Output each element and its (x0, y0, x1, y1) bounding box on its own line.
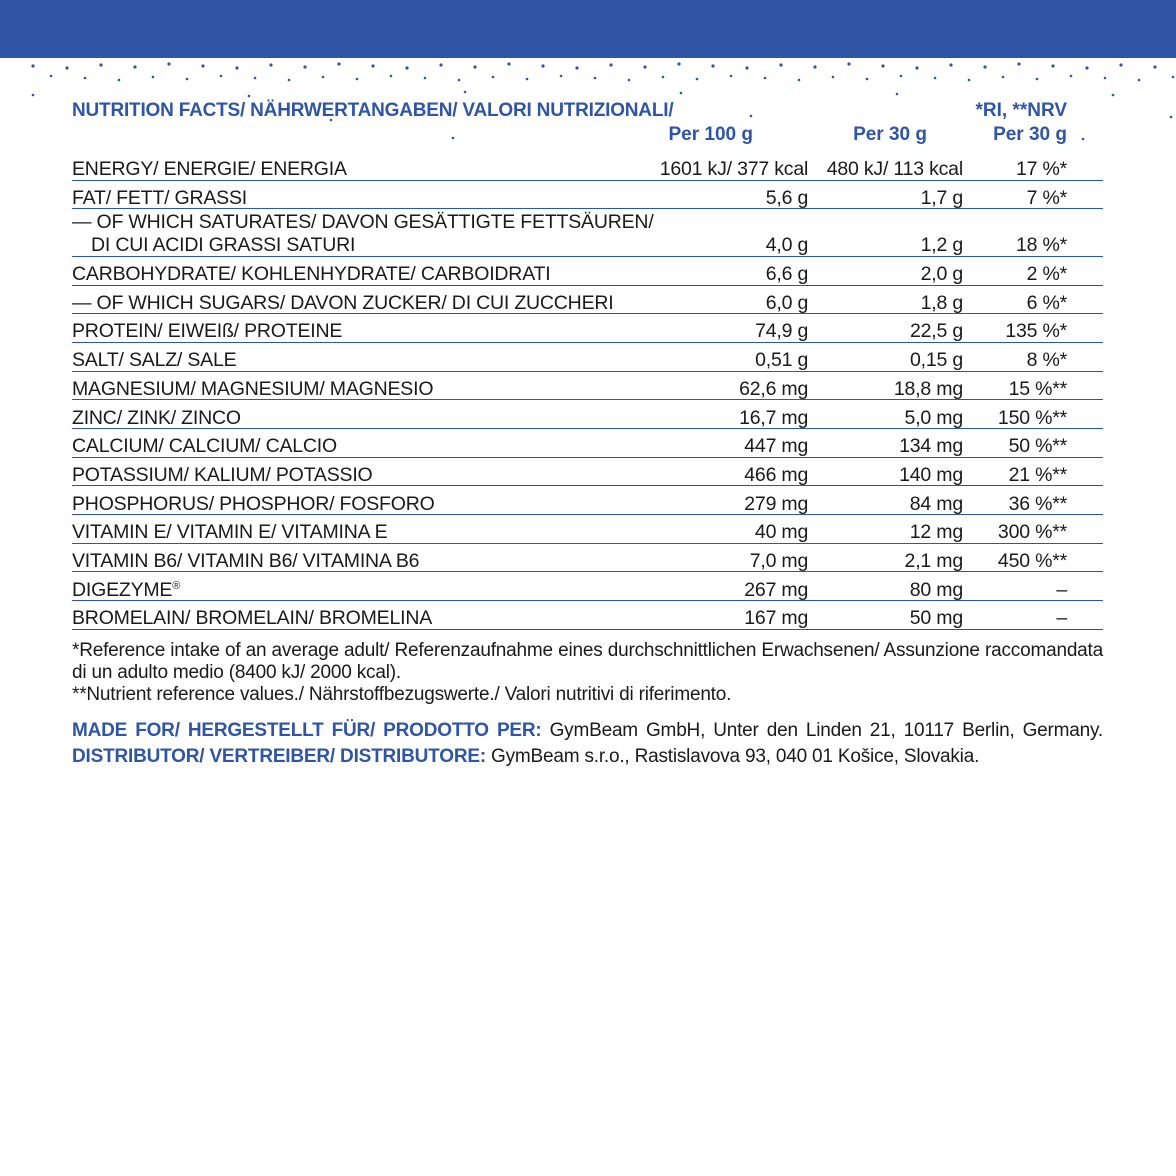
decorative-dot (643, 65, 646, 68)
value-per-30g: 2,1 mg (808, 543, 963, 572)
decorative-dot (696, 78, 699, 81)
decorative-dot (1112, 94, 1115, 97)
decorative-dot (628, 79, 631, 82)
distributor-value: GymBeam s.r.o., Rastislavova 93, 040 01 Košice, Slovakia. (485, 745, 980, 767)
value-per-100g: 447 mg (654, 429, 809, 458)
decorative-dot (900, 75, 903, 78)
column-per-30g: Per 30 g (853, 124, 927, 145)
ri-percent: 150 %** (963, 400, 1103, 429)
ri-percent: 2 %* (963, 256, 1103, 285)
distributor-line (72, 744, 1103, 770)
decorative-dot (65, 66, 68, 69)
made-for-value: GymBeam GmbH, Unter den Linden 21, 10117 Berlin, Germany. (541, 719, 1103, 741)
table-row (72, 256, 1103, 285)
nutrient-name (72, 209, 654, 257)
decorative-dot (235, 66, 238, 69)
table-row (72, 429, 1103, 458)
decorative-dot (458, 79, 461, 82)
table-row (72, 152, 1103, 180)
ri-percent: 8 %* (963, 342, 1103, 371)
decorative-dot (866, 78, 869, 81)
decorative-dot (779, 63, 782, 66)
value-per-30g: 1,2 g (808, 209, 963, 257)
decorative-dot (949, 63, 952, 66)
decorative-dot (464, 91, 467, 94)
manufacturer-info (72, 718, 1103, 770)
decorative-dot (745, 66, 748, 69)
value-per-100g: 6,6 g (654, 256, 809, 285)
value-per-100g: 1601 kJ/ 377 kcal (654, 152, 809, 180)
value-per-100g: 7,0 mg (654, 543, 809, 572)
header-band (0, 0, 1176, 58)
value-per-30g: 18,8 mg (808, 371, 963, 400)
ri-percent: 135 %* (963, 314, 1103, 343)
decorative-dot (934, 77, 937, 80)
table-row (72, 285, 1103, 314)
nutrient-name: CARBOHYDRATE/ KOHLENHYDRATE/ CARBOIDRATI (72, 256, 654, 285)
ri-percent: 300 %** (963, 515, 1103, 544)
ri-percent: 50 %** (963, 429, 1103, 458)
decorative-dot (609, 63, 612, 66)
decorative-dot (133, 65, 136, 68)
table-row (72, 209, 1103, 257)
decorative-dot (1119, 63, 1122, 66)
table-header (72, 100, 1103, 152)
nutrient-name: PHOSPHORUS/ PHOSPHOR/ FOSFORO (72, 486, 654, 515)
value-per-30g: 50 mg (808, 601, 963, 630)
decorative-dot (1036, 78, 1039, 81)
nutrient-name: SALT/ SALZ/ SALE (72, 342, 654, 371)
decorative-dot (337, 62, 340, 65)
decorative-dot (1153, 65, 1156, 68)
decorative-dot (881, 64, 884, 67)
nutrient-name: MAGNESIUM/ MAGNESIUM/ MAGNESIO (72, 371, 654, 400)
decorative-dot (303, 65, 306, 68)
nutrient-name: PROTEIN/ EIWEIß/ PROTEINE (72, 314, 654, 343)
table-row (72, 572, 1103, 601)
ri-percent: 36 %** (963, 486, 1103, 515)
value-per-30g: 140 mg (808, 457, 963, 486)
ri-percent: – (963, 601, 1103, 630)
nutrient-name: VITAMIN E/ VITAMIN E/ VITAMINA E (72, 515, 654, 544)
value-per-30g: 480 kJ/ 113 kcal (808, 152, 963, 180)
decorative-dot (677, 62, 680, 65)
decorative-dot (405, 66, 408, 69)
decorative-dot (594, 77, 597, 80)
decorative-dot (84, 77, 87, 80)
value-per-100g: 267 mg (654, 572, 809, 601)
decorative-dot (1002, 76, 1005, 79)
registered-mark: ® (172, 579, 181, 592)
nutrient-name: — OF WHICH SUGARS/ DAVON ZUCKER/ DI CUI ZUCCHERI (72, 285, 654, 314)
decorative-dot (541, 64, 544, 67)
nrv-note: **Nutrient reference values./ Nährstoffbezugswerte./ Valori nutritivi di riferimento. (72, 683, 732, 705)
value-per-30g: 134 mg (808, 429, 963, 458)
decorative-dot (31, 64, 34, 67)
made-for-line (72, 718, 1103, 744)
decorative-dot (764, 77, 767, 80)
decorative-dot (730, 75, 733, 78)
decorative-dot (32, 94, 35, 97)
decorative-dot (186, 78, 189, 81)
reference-intake-note: *Reference intake of an average adult/ Referenzaufnahme eines durchschnittlichen Erwachsenen/ Assunzione raccomandata di un adulto medio (8400 kJ/ 2000 kcal). (72, 639, 1103, 683)
value-per-100g: 466 mg (654, 457, 809, 486)
nutrition-table (72, 152, 1103, 630)
table-row (72, 601, 1103, 630)
decorative-dot (118, 79, 121, 82)
decorative-dot (1017, 62, 1020, 65)
table-row (72, 400, 1103, 429)
nutrient-name: ZINC/ ZINK/ ZINCO (72, 400, 654, 429)
value-per-100g: 6,0 g (654, 285, 809, 314)
value-per-100g: 167 mg (654, 601, 809, 630)
decorative-dot (507, 62, 510, 65)
decorative-dot (248, 95, 251, 98)
decorative-dot (711, 64, 714, 67)
nutrient-name: CALCIUM/ CALCIUM/ CALCIO (72, 429, 654, 458)
table-row (72, 515, 1103, 544)
decorative-dot (152, 76, 155, 79)
decorative-dot (1070, 75, 1073, 78)
ri-percent: 21 %** (963, 457, 1103, 486)
decorative-dot (424, 77, 427, 80)
table-row (72, 486, 1103, 515)
decorative-dot (1138, 79, 1141, 82)
decorative-dot (50, 75, 53, 78)
value-per-100g: 62,6 mg (654, 371, 809, 400)
ri-percent: – (963, 572, 1103, 601)
footnotes (72, 640, 1103, 706)
decorative-dot (983, 65, 986, 68)
decorative-dot (560, 75, 563, 78)
decorative-dot (680, 92, 683, 95)
nutrient-name-text: DIGEZYME (72, 578, 173, 601)
table-row (72, 543, 1103, 572)
value-per-100g: 16,7 mg (654, 400, 809, 429)
decorative-dot (473, 65, 476, 68)
nutrient-name (72, 572, 654, 601)
decorative-dot (439, 63, 442, 66)
value-per-100g: 74,9 g (654, 314, 809, 343)
decorative-dot (201, 64, 204, 67)
nutrition-title: NUTRITION FACTS/ NÄHRWERTANGABEN/ VALORI NUTRIZIONALI/ (72, 100, 674, 121)
value-per-100g: 0,51 g (654, 342, 809, 371)
table-row (72, 342, 1103, 371)
decorative-dot (1051, 64, 1054, 67)
table-row (72, 457, 1103, 486)
nutrient-name: BROMELAIN/ BROMELAIN/ BROMELINA (72, 601, 654, 630)
decorative-dot (322, 76, 325, 79)
decorative-dot (968, 79, 971, 82)
decorative-dot (575, 66, 578, 69)
value-per-30g: 12 mg (808, 515, 963, 544)
distributor-label: DISTRIBUTOR/ VERTREIBER/ DISTRIBUTORE: (72, 745, 486, 767)
nutrient-name: ENERGY/ ENERGIE/ ENERGIA (72, 152, 654, 180)
table-row (72, 314, 1103, 343)
nutrient-name-line1: — OF WHICH SATURATES/ DAVON GESÄTTIGTE FETTSÄUREN/ (72, 211, 654, 234)
decorative-dot (390, 75, 393, 78)
column-per-100g: Per 100 g (668, 124, 753, 145)
column-ri-per-30g: Per 30 g (993, 124, 1067, 145)
value-per-30g: 84 mg (808, 486, 963, 515)
decorative-dot (847, 62, 850, 65)
value-per-30g: 80 mg (808, 572, 963, 601)
nutrient-name: POTASSIUM/ KALIUM/ POTASSIO (72, 457, 654, 486)
value-per-100g: 40 mg (654, 515, 809, 544)
ri-percent: 15 %** (963, 371, 1103, 400)
table-row (72, 371, 1103, 400)
made-for-label: MADE FOR/ HERGESTELLT FÜR/ PRODOTTO PER: (72, 719, 542, 741)
nutrition-label (72, 100, 1103, 770)
ri-percent: 17 %* (963, 152, 1103, 180)
nutrient-name: VITAMIN B6/ VITAMIN B6/ VITAMINA B6 (72, 543, 654, 572)
decorative-dot (798, 79, 801, 82)
decorative-dot (1085, 66, 1088, 69)
decorative-dot (254, 77, 257, 80)
ri-percent: 18 %* (963, 209, 1103, 257)
nutrient-name: FAT/ FETT/ GRASSI (72, 180, 654, 209)
value-per-30g: 1,8 g (808, 285, 963, 314)
ri-nrv-note: *RI, **NRV (975, 100, 1067, 121)
decorative-dot (1172, 76, 1175, 79)
decorative-dot (1170, 116, 1173, 119)
decorative-dot (269, 63, 272, 66)
value-per-100g: 5,6 g (654, 180, 809, 209)
value-per-30g: 5,0 mg (808, 400, 963, 429)
decorative-dot (371, 64, 374, 67)
decorative-dot (99, 63, 102, 66)
value-per-100g: 279 mg (654, 486, 809, 515)
decorative-dot (288, 79, 291, 82)
decorative-dot (896, 93, 899, 96)
value-per-30g: 1,7 g (808, 180, 963, 209)
decorative-dot (220, 75, 223, 78)
decorative-dot (526, 78, 529, 81)
nutrient-name-line2: DI CUI ACIDI GRASSI SATURI (91, 234, 356, 257)
decorative-dot (356, 78, 359, 81)
decorative-dot (813, 65, 816, 68)
decorative-dot (915, 66, 918, 69)
ri-percent: 450 %** (963, 543, 1103, 572)
value-per-30g: 22,5 g (808, 314, 963, 343)
ri-percent: 7 %* (963, 180, 1103, 209)
value-per-30g: 0,15 g (808, 342, 963, 371)
value-per-100g: 4,0 g (654, 209, 809, 257)
decorative-dot (167, 62, 170, 65)
decorative-dot (492, 76, 495, 79)
value-per-30g: 2,0 g (808, 256, 963, 285)
ri-percent: 6 %* (963, 285, 1103, 314)
table-row (72, 180, 1103, 209)
decorative-dot (1104, 77, 1107, 80)
decorative-dot (662, 76, 665, 79)
decorative-dot (832, 76, 835, 79)
